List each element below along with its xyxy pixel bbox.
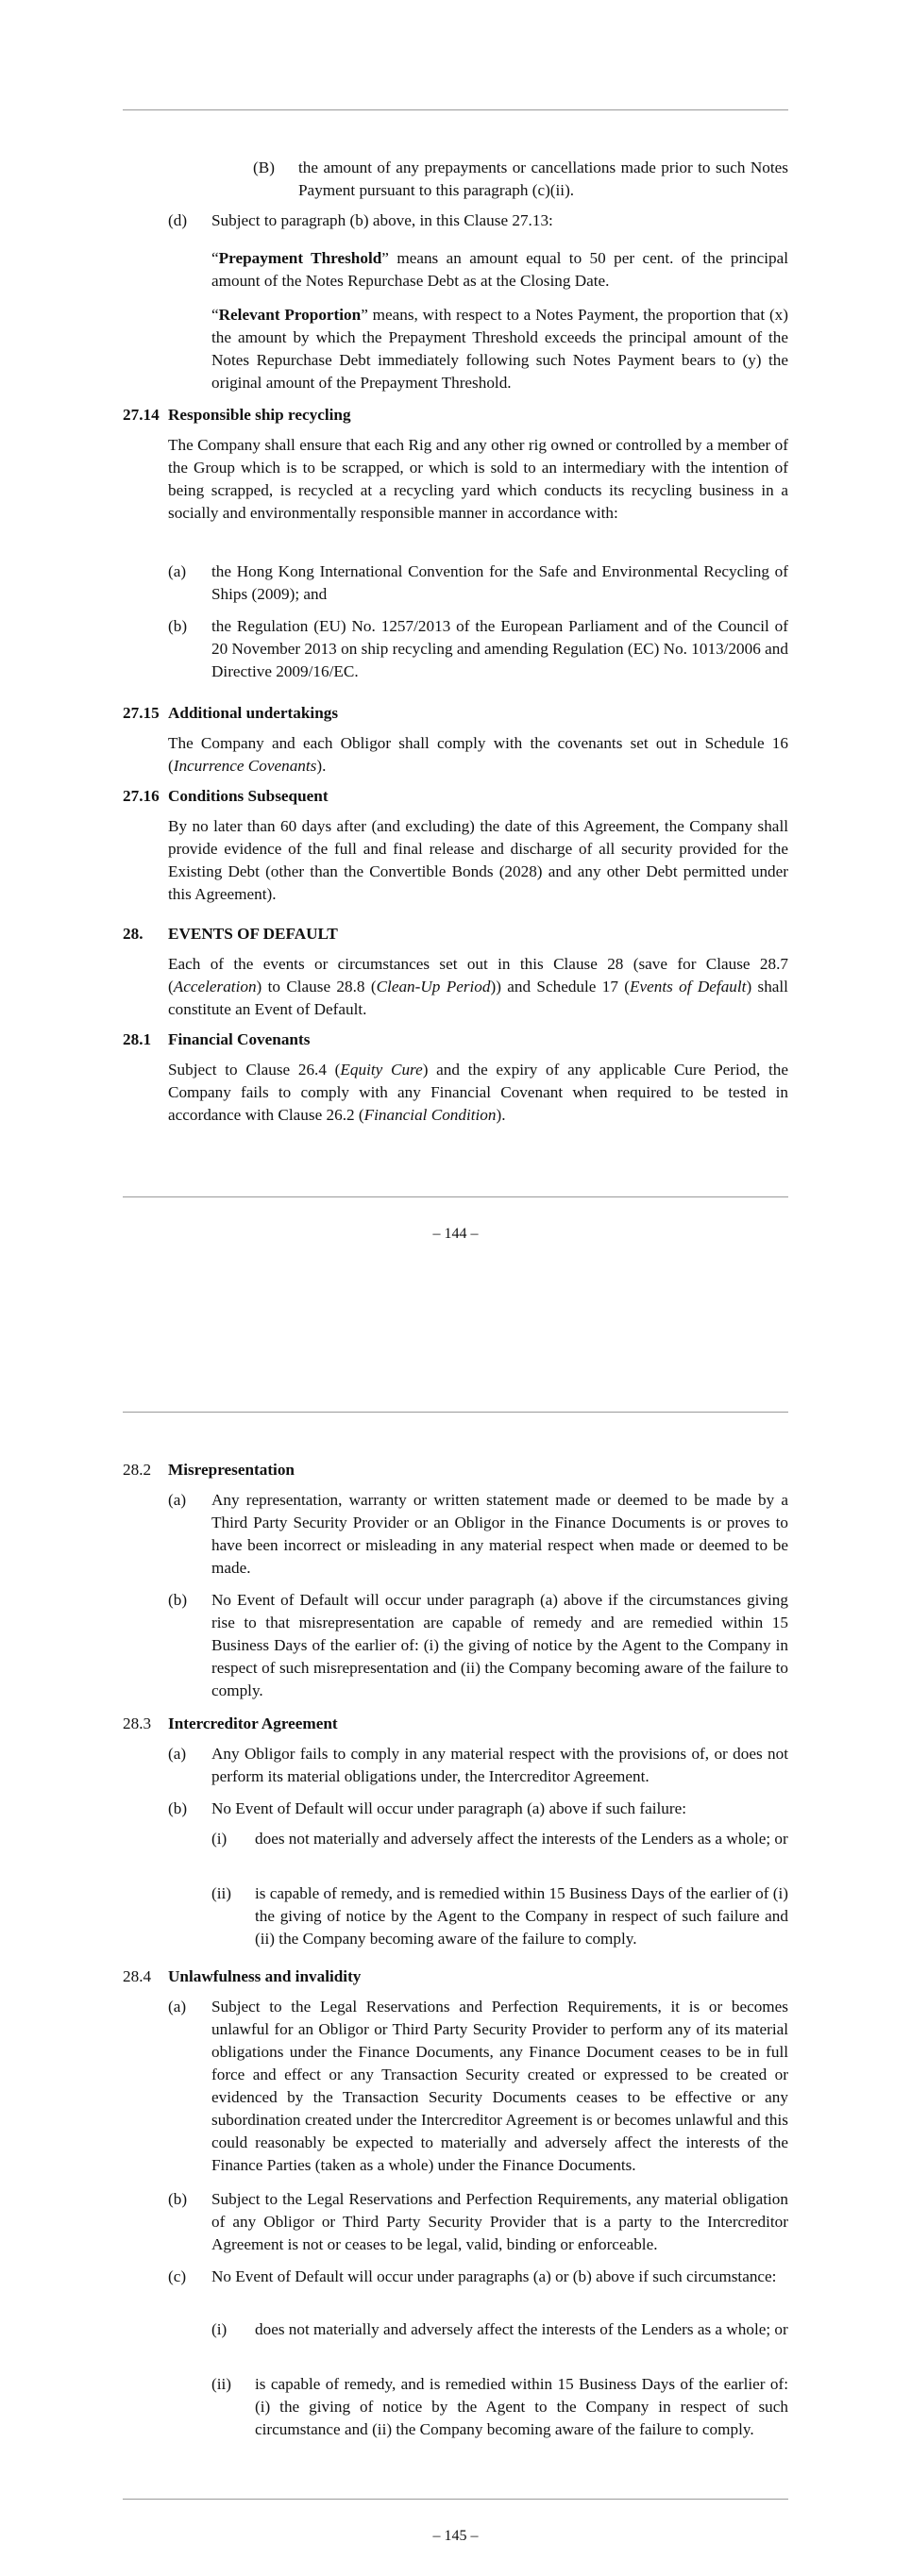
list-item-d — [168, 209, 788, 232]
top-rule — [123, 109, 788, 110]
list-item-a: (a) Any Obligor fails to comply in any material respect with the provisions of, or does not perform its material obligations under, the Intercreditor Agreement. — [168, 1745, 788, 1785]
sub-item-i: (i) does not materially and adversely affect the interests of the Lenders as a whole; or — [211, 1830, 788, 1848]
item-number: (B) — [253, 159, 275, 176]
section-27-15-heading: 27.15 Additional undertakings — [123, 704, 339, 722]
top-rule — [123, 1412, 788, 1413]
definition-relevant-proportion: “Relevant Proportion” means, with respect to a Notes Payment, the proportion that (x) the amount by which the Prepayment Threshold exceeds the principal amount of the Notes Repurchase Debt immediately following such Notes Payment bears to (y) the original amount of the Prepayment Threshold. — [211, 306, 788, 392]
list-item-c: (c) No Event of Default will occur under paragraphs (a) or (b) above if such circumstance: — [168, 2267, 777, 2285]
definition-prepayment-threshold: “Prepayment Threshold” means an amount equal to 50 per cent. of the principal amount of the Notes Repurchase Debt as at the Closing Date. — [211, 249, 788, 290]
defined-term: Prepayment Threshold — [218, 249, 382, 267]
section-28-2-heading: 28.2 Misrepresentation — [123, 1461, 295, 1479]
page-number: – 144 – — [432, 1226, 479, 1242]
page-145 — [0, 1288, 911, 2576]
section-27-14-heading: 27.14 Responsible ship recycling — [123, 406, 351, 424]
item-text: the amount of any prepayments or cancellations made prior to such Notes Payment pursuant to this paragraph (c)(ii). — [298, 159, 788, 199]
list-item-a: (a) Subject to the Legal Reservations and Perfection Requirements, it is or becomes unlawful for an Obligor or Third Party Security Provider to perform any of its material obligations under the Finance Documents, any Finance Document ceases to be in full force and effect or any Transaction Security created or expressed to be created or evidenced by the Transaction Security Documents ceases to be effective or any subordination created under the Intercreditor Agreement is or becomes unlawful and this could reasonably be expected to materially and adversely affect the interests of the Finance Parties (taken as a whole) under the Finance Documents. — [168, 1998, 788, 2174]
section-28-1-body: Subject to Clause 26.4 (Equity Cure) and the expiry of any applicable Cure Period, the Company fails to comply with any Financial Covenant when required to be tested in accordance with Clause 26.2 (Financial Condition). — [168, 1061, 788, 1124]
sub-item-i: (i) does not materially and adversely affect the interests of the Lenders as a whole; or — [211, 2320, 788, 2338]
page-number: – 145 – — [432, 2528, 479, 2544]
item-number: (d) — [168, 211, 188, 229]
list-item-B — [253, 157, 788, 202]
list-item-b: (b) Subject to the Legal Reservations and Perfection Requirements, any material obligation of any Obligor or Third Party Security Provider that is a party to the Intercreditor Agreement is not or ceases to be legal, valid, binding or enforceable. — [168, 2190, 788, 2253]
list-item-a: (a) Any representation, warranty or written statement made or deemed to be made by a Third Party Security Provider or an Obligor in the Finance Documents is or proves to have been incorrect or misleading in any material respect when made or deemed to be made. — [168, 1491, 788, 1577]
section-28-heading: 28. EVENTS OF DEFAULT — [123, 925, 338, 943]
list-item-a: (a) the Hong Kong International Convention for the Safe and Environmental Recycling of Ships (2009); and — [168, 562, 788, 603]
section-28-4-heading: 28.4 Unlawfulness and invalidity — [123, 1967, 362, 1985]
defined-term: Relevant Proportion — [218, 306, 362, 324]
section-28-body: Each of the events or circumstances set out in this Clause 28 (save for Clause 28.7 (Acceleration) to Clause 28.8 (Clean-Up Period)) and Schedule 17 (Events of Default) shall constitute an Event of Default. — [168, 955, 788, 1018]
section-27-16-body: By no later than 60 days after (and excluding) the date of this Agreement, the Company shall provide evidence of the full and final release and discharge of all security provided for the Existing Debt (other than the Convertible Bonds (2028) and any other Debt permitted under this Agreement). — [168, 817, 788, 903]
section-28-3-heading: 28.3 Intercreditor Agreement — [123, 1715, 338, 1732]
list-item-b: (b) No Event of Default will occur under paragraph (a) above if such failure: — [168, 1799, 687, 1817]
section-28-1-heading: 28.1 Financial Covenants — [123, 1030, 311, 1048]
section-27-14-body: The Company shall ensure that each Rig and any other rig owned or controlled by a member of the Group which is to be scrapped, or which is sold to an intermediary with the intention of being scrapped, is recycled at a recycling yard which conducts its recycling business in a socially and environmentally responsible manner in accordance with: — [168, 436, 788, 522]
section-27-16-heading: 27.16 Conditions Subsequent — [123, 787, 329, 805]
list-item-b: (b) the Regulation (EU) No. 1257/2013 of the European Parliament and of the Council of 20 November 2013 on ship recycling and amending Regulation (EC) No. 1013/2006 and Directive 2009/16/EC. — [168, 617, 788, 680]
item-text: Subject to paragraph (b) above, in this Clause 27.13: — [211, 211, 553, 229]
sub-item-ii: (ii) is capable of remedy, and is remedied within 15 Business Days of the earlier of: (i) the giving of notice by the Agent to the Company in respect of such circumstance and (ii) the Company becoming aware of the failure to comply. — [211, 2375, 788, 2438]
sub-item-ii: (ii) is capable of remedy, and is remedied within 15 Business Days of the earlier of (i) the giving of notice by the Agent to the Company in respect of such failure and (ii) the Company becoming aware of the failure to comply. — [211, 1884, 788, 1948]
list-item-b: (b) No Event of Default will occur under paragraph (a) above if the circumstances giving rise to that misrepresentation are capable of remedy and are remedied within 15 Business Days of the earlier of: (i) the giving of notice by the Agent to the Company in respect of such misrepresentation and (ii) the Company becoming aware of the failure to comply. — [168, 1591, 788, 1699]
bottom-rule — [123, 1196, 788, 1197]
section-27-15-body: The Company and each Obligor shall comply with the covenants set out in Schedule 16 (Incurrence Covenants). — [168, 734, 788, 775]
bottom-rule — [123, 2499, 788, 2500]
